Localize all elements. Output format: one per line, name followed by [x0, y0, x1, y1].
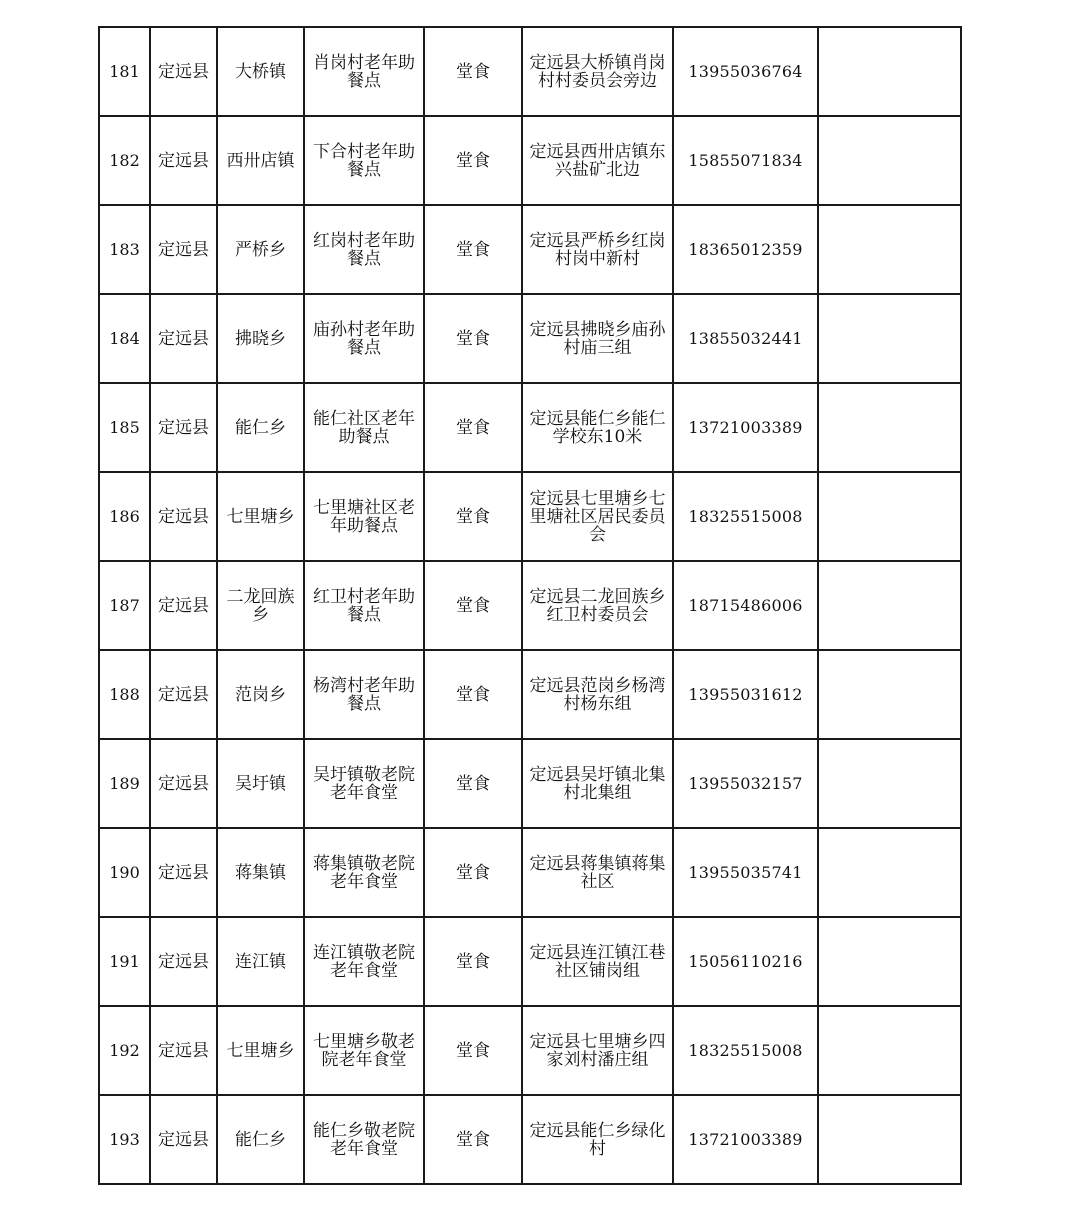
- table-row: [99, 294, 961, 383]
- document-page: [98, 26, 962, 1185]
- phone-number: 13955035741: [673, 828, 818, 917]
- county-cell: 定远县: [150, 294, 217, 383]
- address-cell: 定远县七里塘乡四家刘村潘庄组: [522, 1006, 673, 1095]
- table-row: [99, 116, 961, 205]
- town-cell: 吴圩镇: [217, 739, 304, 828]
- service-type: 堂食: [424, 650, 522, 739]
- town-cell: 七里塘乡: [217, 1006, 304, 1095]
- phone-number: 18715486006: [673, 561, 818, 650]
- dining-point-name: 肖岗村老年助餐点: [304, 27, 424, 116]
- service-type: 堂食: [424, 27, 522, 116]
- remarks-cell: [818, 1095, 961, 1184]
- address-cell: 定远县吴圩镇北集村北集组: [522, 739, 673, 828]
- dining-point-name: 七里塘社区老年助餐点: [304, 472, 424, 561]
- address-cell: 定远县能仁乡能仁学校东10米: [522, 383, 673, 472]
- address-cell: 定远县蒋集镇蒋集社区: [522, 828, 673, 917]
- service-type: 堂食: [424, 472, 522, 561]
- phone-number: 13955031612: [673, 650, 818, 739]
- town-cell: 蒋集镇: [217, 828, 304, 917]
- remarks-cell: [818, 561, 961, 650]
- table-row: [99, 27, 961, 116]
- county-cell: 定远县: [150, 561, 217, 650]
- service-type: 堂食: [424, 294, 522, 383]
- row-number: 190: [99, 828, 150, 917]
- service-type: 堂食: [424, 383, 522, 472]
- county-cell: 定远县: [150, 383, 217, 472]
- address-cell: 定远县西卅店镇东兴盐矿北边: [522, 116, 673, 205]
- town-cell: 连江镇: [217, 917, 304, 1006]
- service-type: 堂食: [424, 739, 522, 828]
- dining-point-name: 能仁乡敬老院老年食堂: [304, 1095, 424, 1184]
- town-cell: 西卅店镇: [217, 116, 304, 205]
- row-number: 193: [99, 1095, 150, 1184]
- row-number: 192: [99, 1006, 150, 1095]
- remarks-cell: [818, 116, 961, 205]
- county-cell: 定远县: [150, 917, 217, 1006]
- table-row: [99, 650, 961, 739]
- service-type: 堂食: [424, 561, 522, 650]
- remarks-cell: [818, 383, 961, 472]
- table-row: [99, 383, 961, 472]
- county-cell: 定远县: [150, 205, 217, 294]
- table-row: [99, 1095, 961, 1184]
- phone-number: 15855071834: [673, 116, 818, 205]
- row-number: 189: [99, 739, 150, 828]
- dining-point-name: 连江镇敬老院老年食堂: [304, 917, 424, 1006]
- county-cell: 定远县: [150, 1095, 217, 1184]
- row-number: 185: [99, 383, 150, 472]
- phone-number: 13955036764: [673, 27, 818, 116]
- dining-point-name: 杨湾村老年助餐点: [304, 650, 424, 739]
- address-cell: 定远县连江镇江巷社区铺岗组: [522, 917, 673, 1006]
- remarks-cell: [818, 917, 961, 1006]
- address-cell: 定远县大桥镇肖岗村村委员会旁边: [522, 27, 673, 116]
- phone-number: 13855032441: [673, 294, 818, 383]
- dining-point-name: 红岗村老年助餐点: [304, 205, 424, 294]
- service-type: 堂食: [424, 917, 522, 1006]
- row-number: 187: [99, 561, 150, 650]
- phone-number: 13721003389: [673, 383, 818, 472]
- remarks-cell: [818, 650, 961, 739]
- phone-number: 18365012359: [673, 205, 818, 294]
- service-type: 堂食: [424, 205, 522, 294]
- county-cell: 定远县: [150, 828, 217, 917]
- address-cell: 定远县能仁乡绿化村: [522, 1095, 673, 1184]
- service-type: 堂食: [424, 828, 522, 917]
- town-cell: 能仁乡: [217, 1095, 304, 1184]
- remarks-cell: [818, 294, 961, 383]
- remarks-cell: [818, 739, 961, 828]
- address-cell: 定远县拂晓乡庙孙村庙三组: [522, 294, 673, 383]
- county-cell: 定远县: [150, 650, 217, 739]
- dining-point-table: [98, 26, 962, 1185]
- service-type: 堂食: [424, 116, 522, 205]
- dining-point-name: 蒋集镇敬老院老年食堂: [304, 828, 424, 917]
- town-cell: 大桥镇: [217, 27, 304, 116]
- dining-point-name: 庙孙村老年助餐点: [304, 294, 424, 383]
- town-cell: 能仁乡: [217, 383, 304, 472]
- town-cell: 拂晓乡: [217, 294, 304, 383]
- table-row: [99, 917, 961, 1006]
- address-cell: 定远县七里塘乡七里塘社区居民委员会: [522, 472, 673, 561]
- phone-number: 18325515008: [673, 1006, 818, 1095]
- dining-point-name: 红卫村老年助餐点: [304, 561, 424, 650]
- phone-number: 13955032157: [673, 739, 818, 828]
- phone-number: 18325515008: [673, 472, 818, 561]
- dining-point-name: 吴圩镇敬老院老年食堂: [304, 739, 424, 828]
- remarks-cell: [818, 205, 961, 294]
- phone-number: 15056110216: [673, 917, 818, 1006]
- remarks-cell: [818, 1006, 961, 1095]
- table-row: [99, 739, 961, 828]
- county-cell: 定远县: [150, 739, 217, 828]
- phone-number: 13721003389: [673, 1095, 818, 1184]
- row-number: 188: [99, 650, 150, 739]
- county-cell: 定远县: [150, 472, 217, 561]
- row-number: 182: [99, 116, 150, 205]
- row-number: 184: [99, 294, 150, 383]
- row-number: 191: [99, 917, 150, 1006]
- dining-point-name: 七里塘乡敬老院老年食堂: [304, 1006, 424, 1095]
- table-row: [99, 561, 961, 650]
- dining-point-name: 能仁社区老年助餐点: [304, 383, 424, 472]
- table-body: [99, 27, 961, 1184]
- town-cell: 七里塘乡: [217, 472, 304, 561]
- county-cell: 定远县: [150, 1006, 217, 1095]
- county-cell: 定远县: [150, 27, 217, 116]
- address-cell: 定远县严桥乡红岗村岗中新村: [522, 205, 673, 294]
- town-cell: 范岗乡: [217, 650, 304, 739]
- remarks-cell: [818, 828, 961, 917]
- row-number: 186: [99, 472, 150, 561]
- remarks-cell: [818, 472, 961, 561]
- table-row: [99, 472, 961, 561]
- table-row: [99, 205, 961, 294]
- town-cell: 严桥乡: [217, 205, 304, 294]
- town-cell: 二龙回族乡: [217, 561, 304, 650]
- dining-point-name: 下合村老年助餐点: [304, 116, 424, 205]
- service-type: 堂食: [424, 1095, 522, 1184]
- county-cell: 定远县: [150, 116, 217, 205]
- table-row: [99, 828, 961, 917]
- row-number: 183: [99, 205, 150, 294]
- row-number: 181: [99, 27, 150, 116]
- address-cell: 定远县二龙回族乡红卫村委员会: [522, 561, 673, 650]
- address-cell: 定远县范岗乡杨湾村杨东组: [522, 650, 673, 739]
- table-row: [99, 1006, 961, 1095]
- service-type: 堂食: [424, 1006, 522, 1095]
- remarks-cell: [818, 27, 961, 116]
